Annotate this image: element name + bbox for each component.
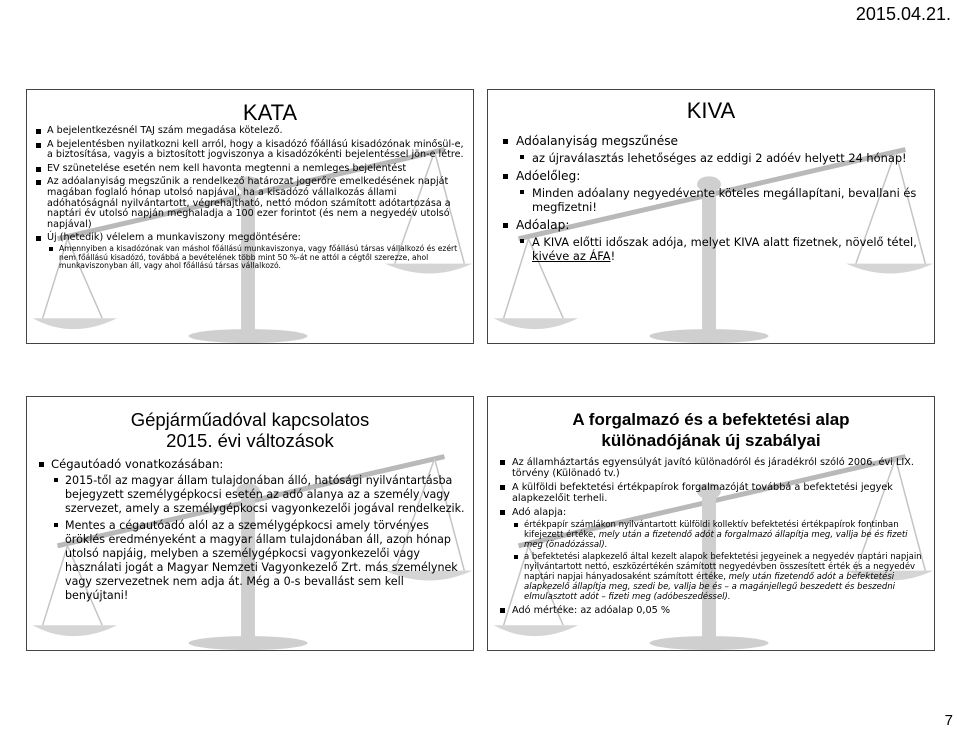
list-item <box>35 457 465 603</box>
underlined-text: kivéve az ÁFA <box>532 249 611 263</box>
bullet-list <box>488 134 934 263</box>
slide-kulonado <box>487 396 935 651</box>
list-item-text: Cégautóadó vonatkozásában: <box>51 457 224 471</box>
list-item: A külföldi befektetési értékpapírok forgalmazóját továbbá a befektetési jegyek alapkezelőit terheli. <box>496 482 926 504</box>
title-line: 2015. évi változások <box>166 430 334 451</box>
sub-list-item: Mentes a cégautóadó alól az a személygépkocsi amely törvényes öröklés eredményeként a magyar állam tulajdonában áll, azon hónap utolsó napjáig, melyben a személygépkocsi vagyonkezelői vagy használati jogát a Magyar Nemzeti Vagyonkezelő Zrt. más személynek vagy szervezetnek nem adja át. Még a 0-s bevallást sem kell benyújtani! <box>51 519 465 603</box>
list-item <box>498 134 924 165</box>
list-item-text: Adó alapja: <box>512 507 567 518</box>
text-part: A KIVA előtti időszak adója, melyet KIVA alatt fizetnek, növelő tétel, <box>532 235 917 249</box>
slide-title <box>488 409 934 451</box>
list-item: A bejelentkezésnél TAJ szám megadása kötelező. <box>33 126 467 137</box>
bullet-list <box>488 457 934 616</box>
sub-list-item: 2015-től az magyar állam tulajdonában álló, hatósági nyilvántartásba bejegyzett személygépkocsi esetén az adó alanya az a személy vagy szervezet, amely a személygépkocsi vagyonkezelői jogával rendelkezik. <box>51 474 465 516</box>
slide-title <box>27 409 473 451</box>
text-part: ! <box>610 249 616 263</box>
list-item: A bejelentésben nyilatkozni kell arról, hogy a kisadózó főállású kisadózónak minősül-e, a biztosítása, vagyis a biztosított jogviszonya a kisadózókénti bejelentéssel jön-e létre. <box>33 140 467 161</box>
sub-list-item <box>516 235 924 263</box>
bullet-list <box>27 457 473 603</box>
title-line: különadójának új szabályai <box>601 431 821 450</box>
list-item-text: Új (hetedik) vélelem a munkaviszony megdöntésére: <box>47 232 301 244</box>
title-line: A forgalmazó és a befektetési alap <box>572 410 850 429</box>
italic-text: mely után fizetendő adót a befektetési alapkezelő állapítja meg, szedi be, vallja be és – a magánjellegű beszedett és beszedni elmulasztott adót – fizeti meg (adóbeszedéssel). <box>524 572 895 602</box>
sub-list-item <box>512 520 926 550</box>
sub-list-item: Minden adóalany negyedévente köteles megállapítani, bevallani és megfizetni! <box>516 186 924 214</box>
list-item-text: Adóalanyiság megszűnése <box>516 134 679 148</box>
slide-title: KIVA <box>686 98 736 123</box>
slide-gepjarmuado <box>26 396 474 651</box>
slide-title: KATA <box>242 100 298 125</box>
italic-text: mely után a fizetendő adót a forgalmazó állapítja meg, vallja be és fizeti meg (önadózással). <box>524 530 908 550</box>
list-item-text: Adóalap: <box>516 218 570 232</box>
text-part: értékpapír számlákon nyilvántartott külföldi kollektív befektetési értékpapírok fontinban kifejezett értéke, <box>524 520 899 540</box>
list-item-text: Adóelőleg: <box>516 169 581 183</box>
list-item <box>498 218 924 263</box>
title-line: Gépjárműadóval kapcsolatos <box>130 409 370 430</box>
list-item: EV szünetelése esetén nem kell havonta megtenni a nemleges bejelentést <box>33 164 467 175</box>
list-item <box>498 169 924 214</box>
sub-list-item: Amennyiben a kisadózónak van máshol főállású munkaviszonya, vagy főállású társas vállalkozó és ezért nem főállású kisadózó, továbbá a bevételének több mint 50 %-át ne attól a cégtől szerezze, ahol munkaviszonyban áll, vagy ahol főállású társas vállalkozó. <box>47 245 467 271</box>
list-item: Adó mértéke: az adóalap 0,05 % <box>496 605 926 616</box>
bullet-list <box>27 126 473 271</box>
text-part: a befektetési alapkezelő által kezelt alapok befektetési jegyeinek a negyedév naptári napjain nyilvántartott nettó, eszközértékén számított negyedévben összesített érték és a negyedév naptári napjai hányadosaként számított értéke, <box>524 552 922 582</box>
list-item: Az államháztartás egyensúlyát javító különadóról és járadékról szóló 2006. évi LIX. törvény (Különadó tv.) <box>496 457 926 479</box>
sub-list-item <box>512 552 926 602</box>
list-item: Az adóalanyiság megszűnik a rendelkező határozat jogerőre emelkedésének napját magában foglaló hónap utolsó napjával, ha a kisadózó vállalkozás állami adóhatóságnál nyilvántartott, végrehajtható, nettó módon számított adótartozása a naptári év utolsó napján meghaladja a 100 ezer forintot (és nem a negyedév utolsó napjával) <box>33 177 467 230</box>
page-number: 7 <box>944 712 953 729</box>
slide-kiva <box>487 89 935 344</box>
sub-list-item: az újraválasztás lehetőséges az eddigi 2 adóév helyett 24 hónap! <box>516 151 924 165</box>
date-header: 2015.04.21. <box>855 4 951 24</box>
list-item <box>496 507 926 602</box>
list-item <box>33 233 467 270</box>
slide-kata <box>26 89 474 344</box>
